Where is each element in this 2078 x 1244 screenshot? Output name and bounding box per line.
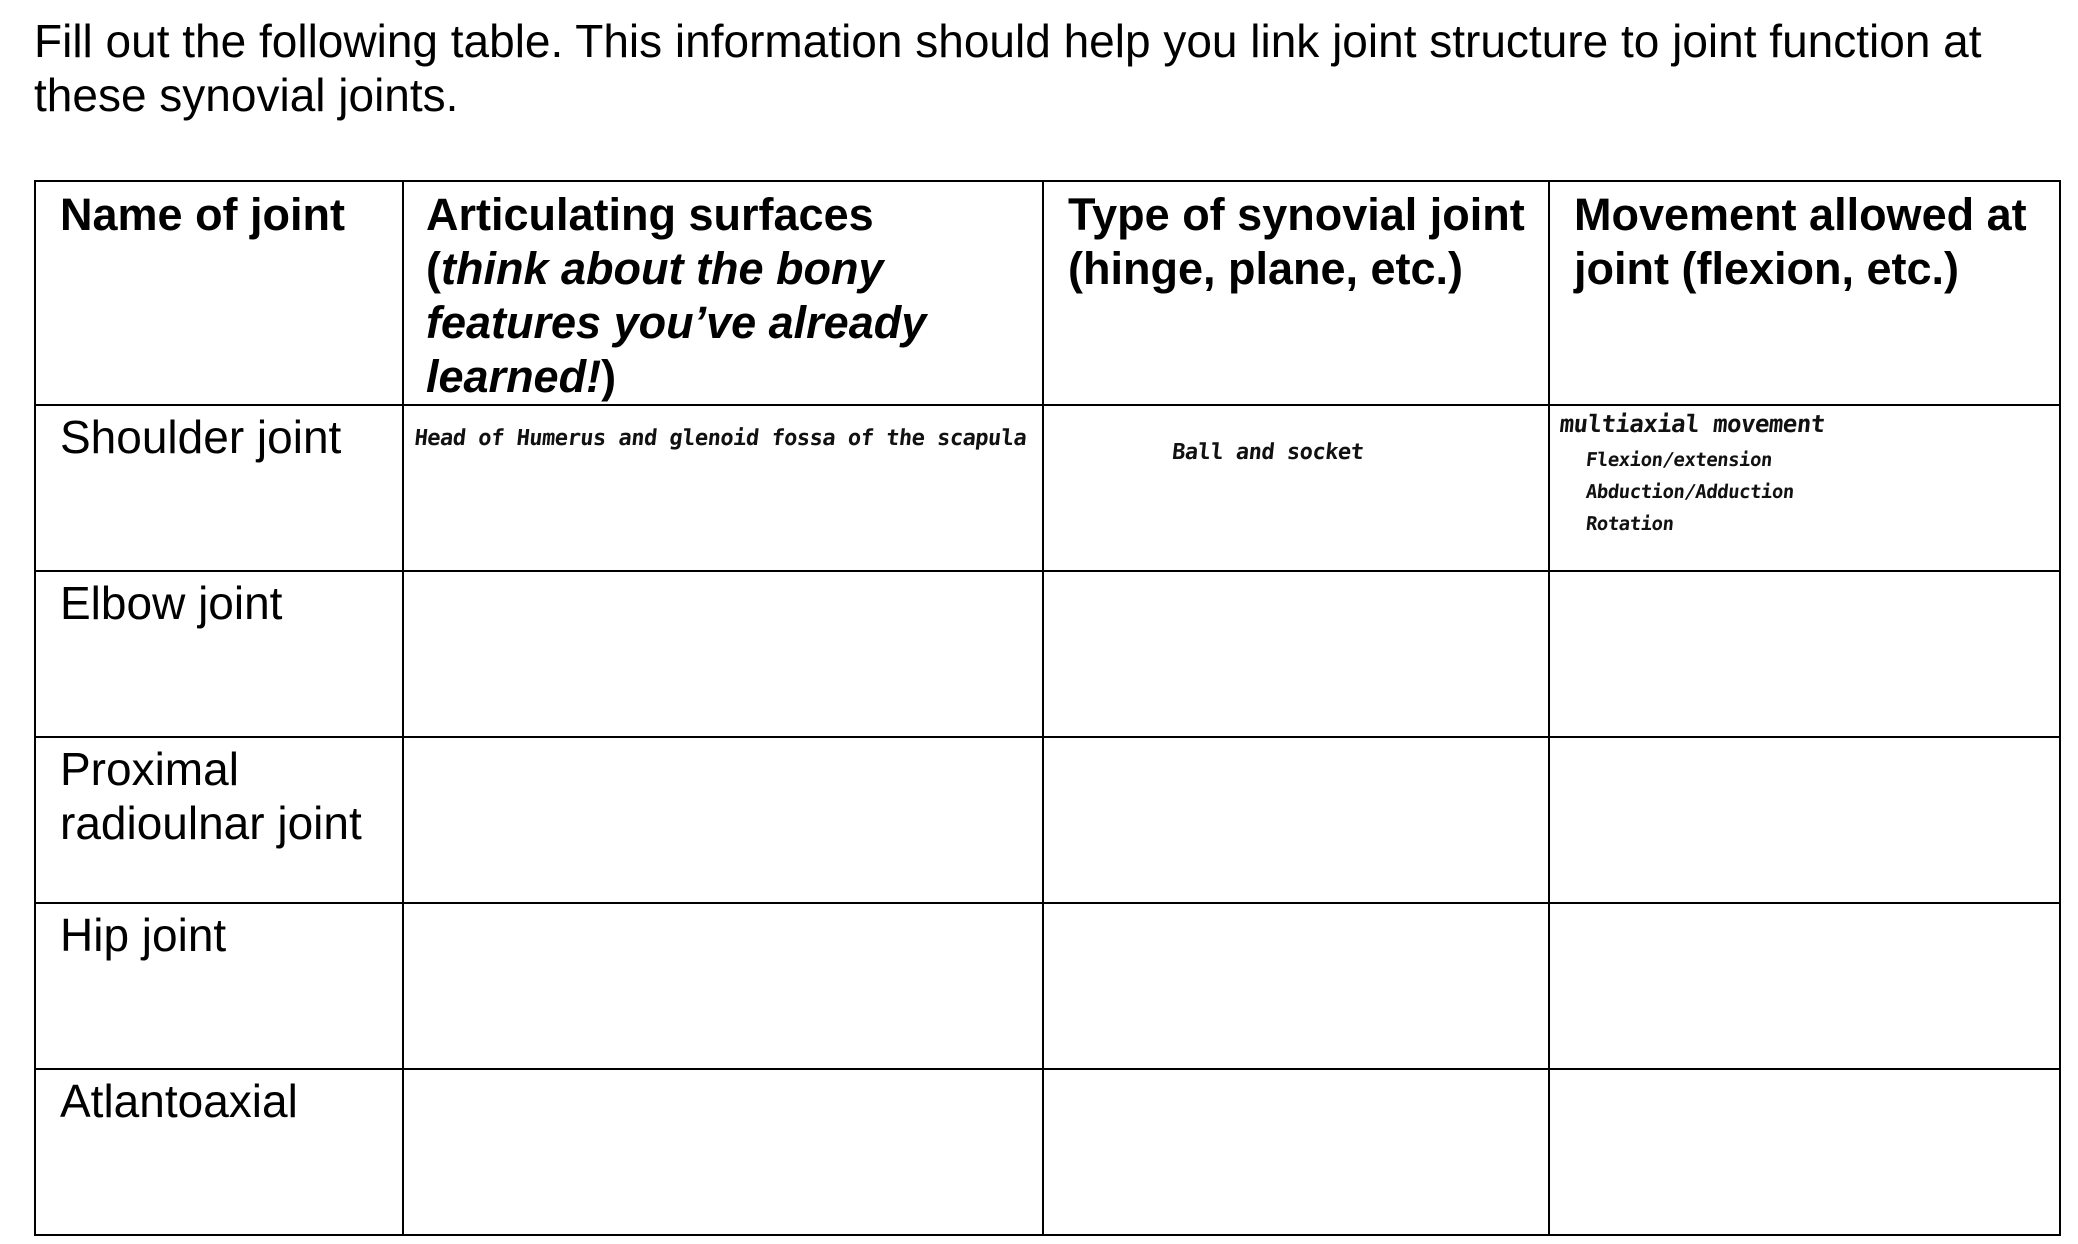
cell-surfaces[interactable] — [403, 405, 1043, 571]
table-row — [35, 903, 2060, 1069]
cell-surfaces[interactable] — [403, 737, 1043, 903]
list-item: Abduction/Adduction — [1584, 481, 1795, 503]
table-row — [35, 737, 2060, 903]
header-surfaces-main: Articulating surfaces — [426, 189, 874, 240]
instructions-text: Fill out the following table. This information should help you link joint structure to joint function at these synovial joints. — [34, 15, 1982, 121]
list-item: Rotation — [1584, 513, 1675, 535]
table-row — [35, 571, 2060, 737]
header-row — [35, 181, 2060, 405]
cell-joint-name: Shoulder joint — [35, 405, 403, 571]
header-type-of-joint: Type of synovial joint (hinge, plane, etc.) — [1043, 181, 1549, 405]
cell-type[interactable] — [1043, 737, 1549, 903]
header-movement-allowed: Movement allowed at joint (flexion, etc.) — [1549, 181, 2060, 405]
cell-joint-name: Atlantoaxial — [35, 1069, 403, 1235]
handwritten-surfaces: Head of Humerus and glenoid fossa of the scapula — [413, 426, 1028, 451]
cell-movement[interactable] — [1549, 1069, 2060, 1235]
cell-type[interactable] — [1043, 903, 1549, 1069]
joint-table — [34, 180, 2061, 1236]
cell-type[interactable] — [1043, 405, 1549, 571]
cell-movement[interactable] — [1549, 737, 2060, 903]
header-name-of-joint: Name of joint — [35, 181, 403, 405]
cell-type[interactable] — [1043, 571, 1549, 737]
header-surfaces-hint: think about the bony features you’ve already learned! — [426, 243, 927, 402]
header-articulating-surfaces — [403, 181, 1043, 405]
table-row — [35, 405, 2060, 571]
header-surfaces-open: ( — [426, 243, 441, 294]
table-row — [35, 1069, 2060, 1235]
handwritten-movement-main: multiaxial movement — [1558, 410, 1827, 438]
cell-surfaces[interactable] — [403, 571, 1043, 737]
cell-movement[interactable] — [1549, 903, 2060, 1069]
cell-joint-name: Elbow joint — [35, 571, 403, 737]
cell-surfaces[interactable] — [403, 903, 1043, 1069]
list-item: Flexion/extension — [1584, 449, 1774, 471]
header-surfaces-close: ) — [601, 351, 617, 402]
cell-movement[interactable] — [1549, 571, 2060, 737]
cell-joint-name: Proximal radioulnar joint — [35, 737, 403, 903]
cell-joint-name: Hip joint — [35, 903, 403, 1069]
cell-surfaces[interactable] — [403, 1069, 1043, 1235]
cell-type[interactable] — [1043, 1069, 1549, 1235]
handwritten-type: Ball and socket — [1170, 440, 1365, 465]
handwritten-movement-list — [1550, 444, 2059, 540]
cell-movement[interactable] — [1549, 405, 2060, 571]
